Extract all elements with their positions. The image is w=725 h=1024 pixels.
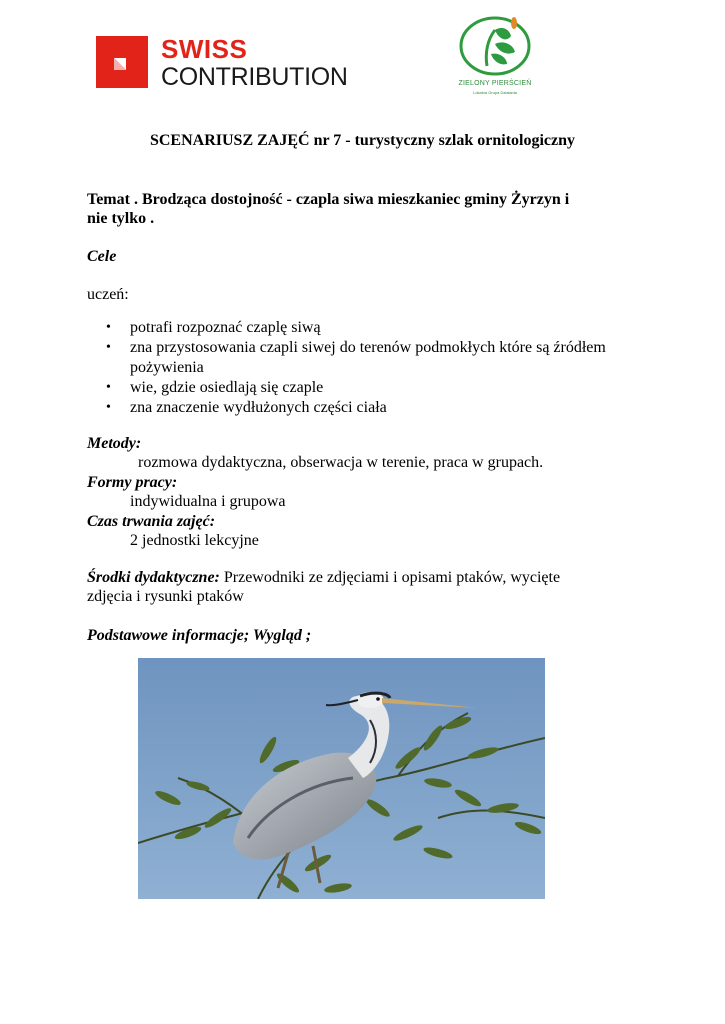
student-label: uczeń: xyxy=(87,286,129,303)
green-ring-icon xyxy=(457,14,533,80)
zp-logo-name: ZIELONY PIERŚCIEŃ xyxy=(458,80,532,87)
means-text-line2: zdjęcia i rysunki ptaków xyxy=(87,588,244,605)
topic-line-1: Temat . Brodząca dostojność - czapla siwa mieszkaniec gminy Żyrzyn i xyxy=(87,191,570,208)
swiss-flag-icon xyxy=(96,36,148,88)
goals-list xyxy=(87,318,647,418)
list-item: • zna znaczenie wydłużonych części ciała xyxy=(87,398,647,418)
zielony-pierscien-logo xyxy=(452,14,538,98)
duration-heading: Czas trwania zajęć: xyxy=(87,513,216,530)
means-text-line1: Przewodniki ze zdjęciami i opisami ptaków, wycięte xyxy=(219,569,561,586)
list-item: • zna przystosowania czapli siwej do terenów podmokłych które są źródłem pożywienia xyxy=(87,338,647,378)
methods-heading: Metody: xyxy=(87,435,142,452)
methods-text: rozmowa dydaktyczna, obserwacja w terenie, praca w grupach. xyxy=(138,454,544,471)
topic-line-2: nie tylko . xyxy=(87,210,155,227)
zp-logo-sub: Lokalna Grupa Działania xyxy=(473,90,517,95)
info-heading: Podstawowe informacje; Wygląd ; xyxy=(87,627,312,644)
swiss-contribution-logo xyxy=(96,36,356,92)
forms-text: indywidualna i grupowa xyxy=(130,493,286,510)
goals-heading: Cele xyxy=(87,248,117,265)
swiss-logo-line1: SWISS xyxy=(161,34,248,64)
means-paragraph xyxy=(87,568,647,587)
document-title: SCENARIUSZ ZAJĘĆ nr 7 - turystyczny szlak ornitologiczny xyxy=(149,132,576,149)
duration-text: 2 jednostki lekcyjne xyxy=(130,532,259,549)
list-item: • wie, gdzie osiedlają się czaple xyxy=(87,378,647,398)
grey-heron-photo xyxy=(138,658,545,899)
swiss-logo-line2: CONTRIBUTION xyxy=(161,63,348,91)
forms-heading: Formy pracy: xyxy=(87,474,178,491)
list-item: • potrafi rozpoznać czaplę siwą xyxy=(87,318,647,338)
means-heading: Środki dydaktyczne: xyxy=(87,569,220,586)
